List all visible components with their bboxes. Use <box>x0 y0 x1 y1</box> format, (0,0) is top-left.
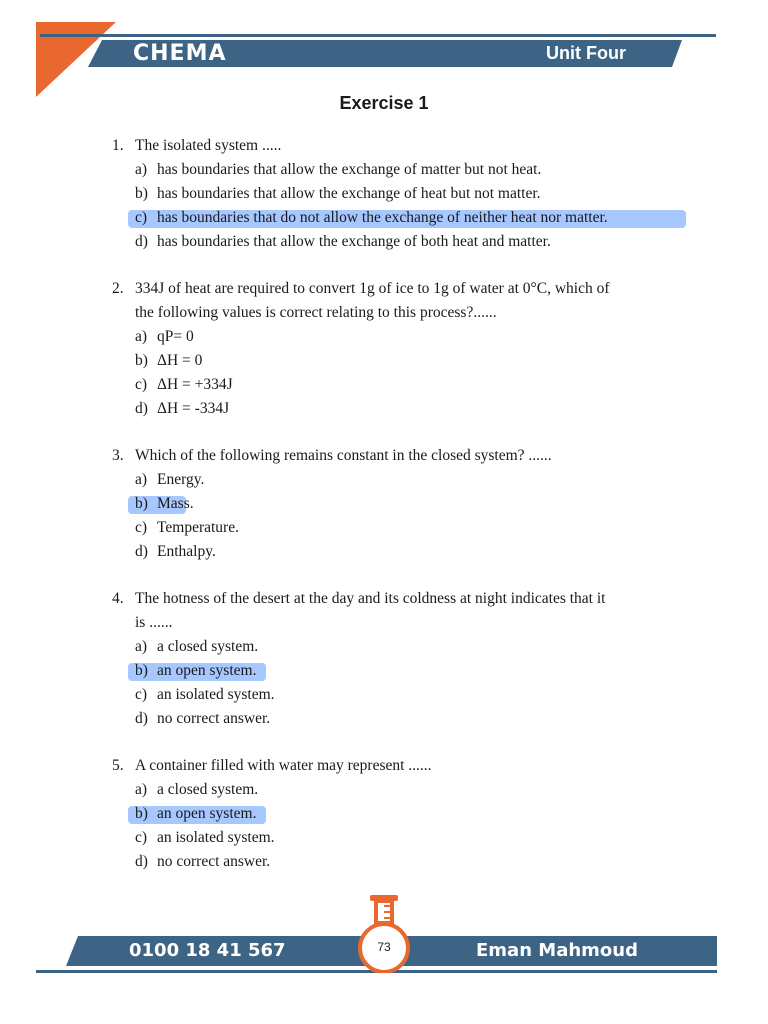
option-2-d <box>112 397 712 421</box>
option-2-c <box>112 373 712 397</box>
option-letter: c) <box>135 519 148 536</box>
question-list <box>112 134 712 897</box>
option-text: no correct answer. <box>157 853 271 870</box>
option-letter: c) <box>135 209 148 226</box>
option-text: Mass. <box>157 495 194 512</box>
question-number: 1. <box>112 137 124 154</box>
option-3-b <box>112 492 712 516</box>
option-letter: b) <box>135 662 148 679</box>
option-letter: c) <box>135 376 148 393</box>
question-text-line <box>112 587 712 611</box>
exercise-title: Exercise 1 <box>339 93 429 113</box>
option-text: has boundaries that allow the exchange of matter but not heat. <box>157 161 542 178</box>
option-letter: a) <box>135 638 148 655</box>
question-text: The isolated system ..... <box>135 137 282 154</box>
option-1-b <box>112 182 712 206</box>
option-letter: b) <box>135 805 148 822</box>
option-text: has boundaries that allow the exchange of heat but not matter. <box>157 185 541 202</box>
option-1-c <box>112 206 712 230</box>
option-1-d <box>112 230 712 254</box>
option-5-b <box>112 802 712 826</box>
question-text-line <box>112 134 712 158</box>
option-letter: a) <box>135 781 148 798</box>
unit-label: Unit Four <box>546 43 626 63</box>
option-text: has boundaries that allow the exchange of both heat and matter. <box>157 233 551 250</box>
brand-logo-text: CHEMA <box>133 41 227 66</box>
option-letter: c) <box>135 829 148 846</box>
option-4-d <box>112 707 712 731</box>
option-letter: d) <box>135 710 148 727</box>
header-rule <box>40 34 716 37</box>
question-4 <box>112 587 712 731</box>
option-5-d <box>112 850 712 874</box>
option-text: an open system. <box>157 805 257 822</box>
question-text: The hotness of the desert at the day and its coldness at night indicates that it <box>135 590 606 607</box>
option-text: an isolated system. <box>157 829 275 846</box>
question-text-line <box>112 277 712 301</box>
option-letter: d) <box>135 233 148 250</box>
option-5-c <box>112 826 712 850</box>
option-text: ΔH = 0 <box>157 352 203 369</box>
option-text: a closed system. <box>157 781 259 798</box>
option-3-c <box>112 516 712 540</box>
option-4-c <box>112 683 712 707</box>
option-text: Temperature. <box>157 519 239 536</box>
option-letter: d) <box>135 400 148 417</box>
option-4-b <box>112 659 712 683</box>
question-text: 334J of heat are required to convert 1g of ice to 1g of water at 0°C, which of <box>135 280 610 297</box>
question-text: is ...... <box>135 614 173 631</box>
option-letter: c) <box>135 686 148 703</box>
phone-number: 0100 18 41 567 <box>129 940 286 961</box>
question-5 <box>112 754 712 874</box>
option-3-a <box>112 468 712 492</box>
option-4-a <box>112 635 712 659</box>
option-text: has boundaries that do not allow the exchange of neither heat nor matter. <box>157 209 608 226</box>
question-text-line <box>112 301 712 325</box>
option-2-b <box>112 349 712 373</box>
question-text: Which of the following remains constant in the closed system? ...... <box>135 447 552 464</box>
flask-icon <box>352 893 416 973</box>
option-letter: b) <box>135 495 148 512</box>
option-letter: d) <box>135 853 148 870</box>
option-text: qP= 0 <box>157 328 194 345</box>
option-2-a <box>112 325 712 349</box>
option-text: no correct answer. <box>157 710 271 727</box>
question-text-line <box>112 611 712 635</box>
question-1 <box>112 134 712 254</box>
option-letter: a) <box>135 161 148 178</box>
question-text-line <box>112 754 712 778</box>
option-letter: a) <box>135 328 148 345</box>
question-text: A container filled with water may represent ...... <box>135 757 432 774</box>
option-letter: b) <box>135 352 148 369</box>
option-text: an isolated system. <box>157 686 275 703</box>
question-text-line <box>112 444 712 468</box>
option-text: Enthalpy. <box>157 543 216 560</box>
option-1-a <box>112 158 712 182</box>
question-number: 5. <box>112 757 124 774</box>
option-5-a <box>112 778 712 802</box>
question-number: 2. <box>112 280 124 297</box>
question-number: 4. <box>112 590 124 607</box>
option-3-d <box>112 540 712 564</box>
option-text: ΔH = +334J <box>157 376 233 393</box>
question-text: the following values is correct relating to this process?...... <box>135 304 497 321</box>
option-text: a closed system. <box>157 638 259 655</box>
question-3 <box>112 444 712 564</box>
page-number: 73 <box>377 940 391 954</box>
author-name: Eman Mahmoud <box>476 940 638 961</box>
option-letter: d) <box>135 543 148 560</box>
option-letter: b) <box>135 185 148 202</box>
question-2 <box>112 277 712 421</box>
option-text: an open system. <box>157 662 257 679</box>
option-text: Energy. <box>157 471 205 488</box>
option-letter: a) <box>135 471 148 488</box>
option-text: ΔH = -334J <box>157 400 230 417</box>
question-number: 3. <box>112 447 124 464</box>
